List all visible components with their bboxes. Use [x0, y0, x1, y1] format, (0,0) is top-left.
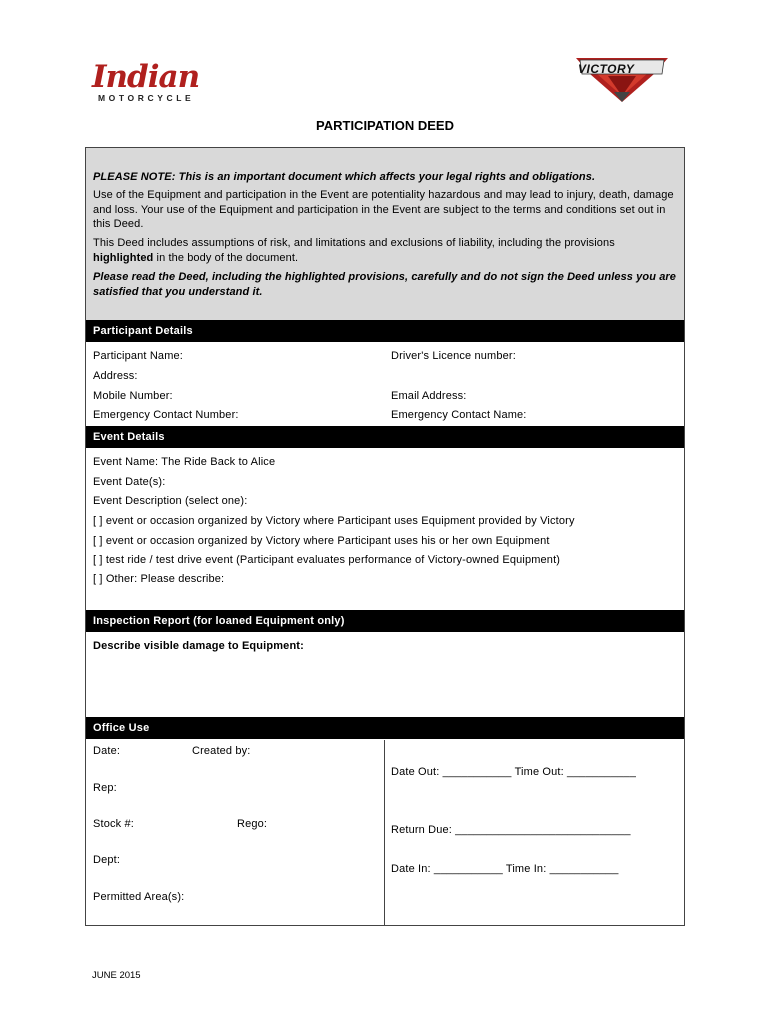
event-option-own-equipment[interactable]: [ ] event or occasion organized by Victory where Participant uses his or her own Equipment — [93, 535, 550, 547]
page-title: PARTICIPATION DEED — [316, 118, 454, 133]
note-hazard-text: Use of the Equipment and participation in the Event are potentiality hazardous and may lead to injury, death, damage and loss. Your use of the Equipment and participation in the Event are subject to the terms and conditions set out in this Deed. — [93, 189, 674, 230]
date-out-time-out-field[interactable]: Date Out: ___________ Time Out: ___________ — [391, 766, 636, 778]
drivers-licence-field[interactable]: Driver's Licence number: — [391, 350, 516, 362]
participant-details-header: Participant Details — [86, 320, 684, 342]
created-by-field[interactable]: Created by: — [192, 745, 251, 757]
participant-name-field[interactable]: Participant Name: — [93, 350, 183, 362]
emergency-contact-name-field[interactable]: Emergency Contact Name: — [391, 409, 527, 421]
inspection-report-header: Inspection Report (for loaned Equipment only) — [86, 610, 684, 632]
indian-motorcycle-logo — [92, 59, 210, 106]
victory-logo-text: VICTORY — [578, 62, 635, 76]
email-address-field[interactable]: Email Address: — [391, 390, 467, 402]
event-description-label: Event Description (select one): — [93, 495, 248, 507]
note-warning: PLEASE NOTE: This is an important document which affects your legal rights and obligations. — [93, 171, 596, 183]
participation-form — [85, 147, 685, 926]
event-option-other[interactable]: [ ] Other: Please describe: — [93, 573, 225, 585]
address-field[interactable]: Address: — [93, 370, 138, 382]
indian-logo-script: Indian — [92, 59, 200, 95]
date-in-time-in-field[interactable]: Date In: ___________ Time In: ___________ — [391, 863, 619, 875]
rego-field[interactable]: Rego: — [237, 818, 268, 830]
permitted-areas-field[interactable]: Permitted Area(s): — [93, 891, 185, 903]
footer-date: JUNE 2015 — [92, 970, 141, 981]
visible-damage-field[interactable]: Describe visible damage to Equipment: — [93, 640, 304, 652]
victory-shield-icon — [574, 52, 670, 104]
rep-field[interactable]: Rep: — [93, 782, 117, 794]
mobile-number-field[interactable]: Mobile Number: — [93, 390, 173, 402]
important-note-box — [86, 148, 684, 321]
note-read-instruction: Please read the Deed, including the highlighted provisions, carefully and do not sign the Deed unless you are satisfied that you understand it. — [93, 271, 677, 298]
office-column-divider — [384, 740, 385, 926]
victory-logo — [574, 52, 670, 104]
dept-field[interactable]: Dept: — [93, 854, 121, 866]
indian-logo-subtitle: MOTORCYCLE — [98, 93, 195, 103]
event-details-header: Event Details — [86, 426, 684, 448]
event-option-test-ride[interactable]: [ ] test ride / test drive event (Participant evaluates performance of Victory-owned Equipment) — [93, 554, 561, 566]
return-due-field[interactable]: Return Due: ____________________________ — [391, 824, 631, 836]
office-date-field[interactable]: Date: — [93, 745, 121, 757]
event-dates-field[interactable]: Event Date(s): — [93, 476, 166, 488]
event-name: Event Name: The Ride Back to Alice — [93, 456, 276, 468]
stock-number-field[interactable]: Stock #: — [93, 818, 134, 830]
office-use-header: Office Use — [86, 717, 684, 739]
event-option-victory-equipment[interactable]: [ ] event or occasion organized by Victory where Participant uses Equipment provided by Victory — [93, 515, 575, 527]
note-deed-text: This Deed includes assumptions of risk, and limitations and exclusions of liability, including the provisions highlighted in the body of the document. — [93, 237, 615, 264]
emergency-contact-number-field[interactable]: Emergency Contact Number: — [93, 409, 239, 421]
